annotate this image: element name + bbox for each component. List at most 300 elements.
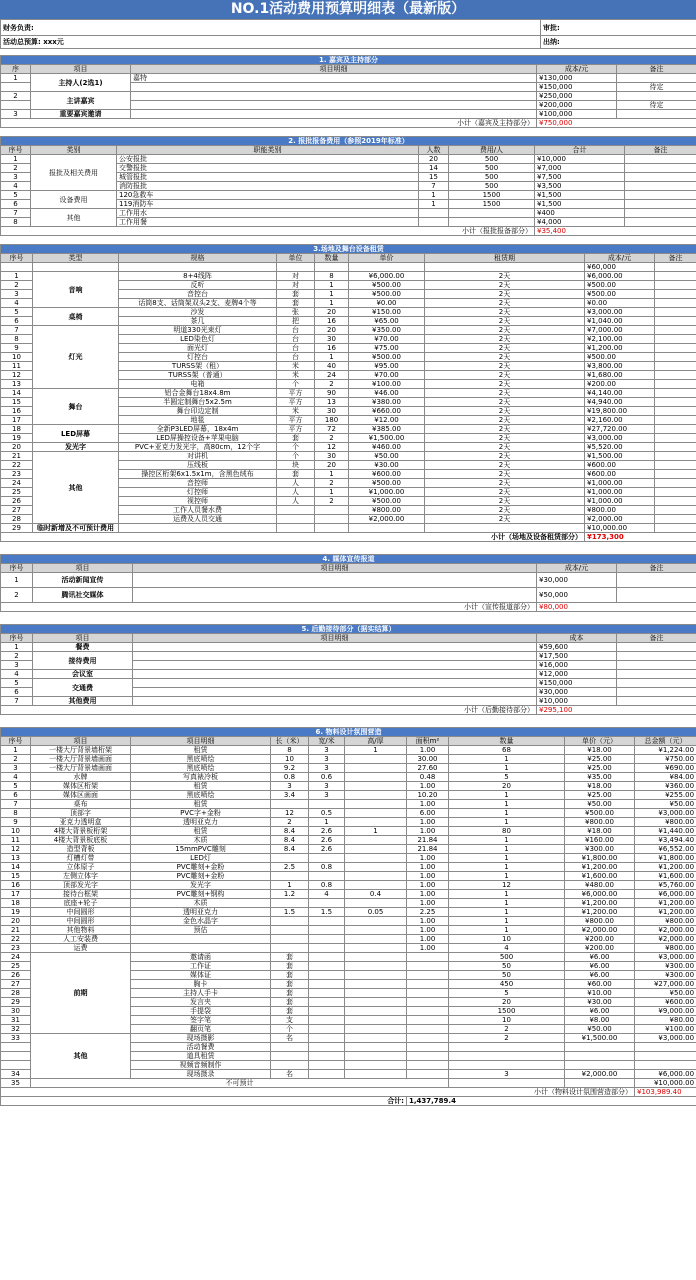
row-width (309, 944, 345, 953)
row-period: 2天 (425, 344, 585, 353)
row-item: 交通费 (33, 679, 133, 697)
row-period: 2天 (425, 380, 585, 389)
row-length: 1 (271, 881, 309, 890)
row-number: 20 (1, 917, 31, 926)
venue-col-4: 数量 (315, 254, 349, 263)
row-number: 3 (1, 661, 33, 670)
row-unit (277, 524, 315, 533)
materials-col-2: 项目明细 (131, 737, 271, 746)
row-detail: 媒体证 (131, 971, 271, 980)
row-width: 3 (309, 755, 345, 764)
row-width: 3 (309, 782, 345, 791)
row-qty: 180 (315, 416, 349, 425)
row-qty: 30 (315, 335, 349, 344)
row-number: 18 (1, 425, 33, 434)
row-qty: 1 (315, 488, 349, 497)
venue-col-0: 序号 (1, 254, 33, 263)
row-item: 120急救车 (117, 191, 419, 200)
row-cost: ¥1,000.00 (585, 497, 655, 506)
row-note (617, 679, 696, 688)
row-price: ¥1,200.00 (565, 863, 635, 872)
row-cost: ¥0.00 (585, 299, 655, 308)
row-area: 1.00 (407, 863, 449, 872)
row-number: 7 (1, 697, 33, 706)
row-note (655, 470, 696, 479)
row-number: 31 (1, 1016, 31, 1025)
row-total: ¥300.00 (635, 971, 696, 980)
row-number: 1 (1, 155, 31, 164)
guests-subtotal-value: ¥750,000 (537, 119, 696, 128)
row-number: 18 (1, 899, 31, 908)
row-fee: 500 (449, 164, 535, 173)
row-length (271, 926, 309, 935)
row-period (425, 263, 585, 272)
row-length (271, 854, 309, 863)
row-total: ¥1,600.00 (635, 872, 696, 881)
row-height (345, 1034, 407, 1043)
permits-col-4: 费用/人 (449, 146, 535, 155)
row-unit: 人 (277, 488, 315, 497)
row-item: 中间圆形 (31, 908, 131, 917)
row-area (407, 1043, 449, 1052)
logistics-col-0: 序号 (1, 634, 33, 643)
row-width: 3 (309, 764, 345, 773)
row-number: 5 (1, 191, 31, 200)
row-length: 8 (271, 746, 309, 755)
row-number: 29 (1, 998, 31, 1007)
row-width (309, 989, 345, 998)
row-cost: ¥30,000 (537, 688, 617, 697)
row-note (625, 173, 696, 182)
row-price: ¥200.00 (565, 944, 635, 953)
row-total: ¥84.00 (635, 773, 696, 782)
row-note (655, 398, 696, 407)
row-unit: 台 (277, 353, 315, 362)
row-unit: 米 (277, 362, 315, 371)
row-number: 7 (1, 326, 33, 335)
row-number: 16 (1, 407, 33, 416)
row-total: ¥3,494.40 (635, 836, 696, 845)
table-row (1, 326, 696, 335)
row-detail: PVC雕刻+金粉 (131, 863, 271, 872)
row-width: 0.5 (309, 809, 345, 818)
row-item: 一楼大厅背景墙桁架 (31, 746, 131, 755)
section-guests (0, 55, 696, 128)
row-area (407, 953, 449, 962)
row-length (271, 899, 309, 908)
row-width (309, 1070, 345, 1079)
row-cost: ¥1,500.00 (585, 452, 655, 461)
row-period: 2天 (425, 434, 585, 443)
row-area: 21.84 (407, 836, 449, 845)
row-number: 6 (1, 317, 33, 326)
row-price: ¥100.00 (349, 380, 425, 389)
row-qty: 12 (315, 443, 349, 452)
row-people: 1 (419, 200, 449, 209)
materials-subtotal-label: 小计（物料设计氛围营造部分） (1, 1088, 635, 1097)
row-note (617, 92, 696, 101)
row-people (419, 209, 449, 218)
row-price (565, 1043, 635, 1052)
row-note (655, 389, 696, 398)
row-width (309, 1061, 345, 1070)
table-row (1, 670, 696, 679)
row-qty: 1 (449, 800, 565, 809)
table-row (1, 308, 696, 317)
media-col-2: 项目明细 (133, 564, 537, 573)
row-price (349, 524, 425, 533)
table-row (1, 836, 696, 845)
table-row (1, 1079, 696, 1088)
row-cost: ¥500.00 (585, 281, 655, 290)
row-qty: 20 (449, 998, 565, 1007)
row-number: 4 (1, 182, 31, 191)
table-row (1, 1034, 696, 1043)
permits-col-2: 职能类别 (117, 146, 419, 155)
row-qty: 500 (449, 953, 565, 962)
row-number: 6 (1, 200, 31, 209)
row-unit: 套 (277, 299, 315, 308)
row-total: ¥27,000.00 (635, 980, 696, 989)
row-item: 消防报批 (117, 182, 419, 191)
venue-subtotal-value: ¥173,300 (585, 533, 696, 542)
row-spec: 茶几 (119, 317, 277, 326)
row-height (345, 872, 407, 881)
row-qty: 20 (315, 308, 349, 317)
row-type: 其他 (33, 452, 119, 524)
permits-col-5: 合计 (535, 146, 625, 155)
row-length (271, 917, 309, 926)
row-price: ¥150.00 (349, 308, 425, 317)
table-row (1, 935, 696, 944)
row-number: 26 (1, 497, 33, 506)
row-period: 2天 (425, 488, 585, 497)
row-area (407, 980, 449, 989)
row-spec: 面光灯 (119, 344, 277, 353)
row-width: 2.6 (309, 836, 345, 845)
row-qty: 1 (449, 863, 565, 872)
row-qty: 1 (449, 755, 565, 764)
row-item: 会议室 (33, 670, 133, 679)
row-height (345, 854, 407, 863)
row-number (1, 1043, 31, 1052)
section-logistics (0, 624, 696, 715)
row-item: 水牌 (31, 773, 131, 782)
row-unit: 张 (277, 308, 315, 317)
row-note (655, 416, 696, 425)
row-detail (131, 101, 537, 110)
row-spec: 音控师 (119, 479, 277, 488)
row-fee: 1500 (449, 191, 535, 200)
row-price: ¥30.00 (349, 461, 425, 470)
table-row (1, 890, 696, 899)
row-spec: 全新P3LED屏幕，18x4m (119, 425, 277, 434)
table-row (1, 773, 696, 782)
row-qty: 20 (449, 782, 565, 791)
row-note (625, 200, 696, 209)
table-row (1, 809, 696, 818)
row-cost: ¥250,000 (537, 92, 617, 101)
row-height (345, 1043, 407, 1052)
row-item: 腾讯社交媒体 (33, 588, 133, 603)
row-height (345, 935, 407, 944)
row-number: 20 (1, 443, 33, 452)
row-detail: 主持人手卡 (131, 989, 271, 998)
row-unit: 台 (277, 344, 315, 353)
row-detail (133, 697, 537, 706)
table-row (1, 452, 696, 461)
row-unit: 套 (277, 470, 315, 479)
row-qty: 1 (315, 281, 349, 290)
row-price: ¥660.00 (349, 407, 425, 416)
row-spec: 反听 (119, 281, 277, 290)
row-number: 29 (1, 524, 33, 533)
row-note (617, 688, 696, 697)
logistics-col-2: 项目明细 (133, 634, 537, 643)
row-height (345, 1016, 407, 1025)
row-width: 0.8 (309, 863, 345, 872)
row-height: 1 (345, 827, 407, 836)
materials-col-3: 长（米） (271, 737, 309, 746)
row-note (625, 191, 696, 200)
row-width: 0.6 (309, 773, 345, 782)
logistics-subtotal-value: ¥295,100 (537, 706, 696, 715)
row-number: 34 (1, 1070, 31, 1079)
row-number: 15 (1, 398, 33, 407)
row-fee: 500 (449, 173, 535, 182)
row-period: 2天 (425, 479, 585, 488)
row-price: ¥800.00 (565, 917, 635, 926)
row-total: ¥1,224.00 (635, 746, 696, 755)
row-width: 0.8 (309, 881, 345, 890)
row-price: ¥6,000.00 (349, 272, 425, 281)
row-unit: 人 (277, 497, 315, 506)
row-height (345, 998, 407, 1007)
row-item: 底座+轮子 (31, 899, 131, 908)
row-width (309, 800, 345, 809)
row-width: 1.5 (309, 908, 345, 917)
table-row (1, 155, 696, 164)
row-price: ¥50.00 (565, 1025, 635, 1034)
row-number: 13 (1, 380, 33, 389)
row-width (309, 872, 345, 881)
row-note (655, 515, 696, 524)
row-total: ¥100.00 (635, 1025, 696, 1034)
row-unit: 米 (277, 371, 315, 380)
row-number: 2 (1, 652, 33, 661)
row-spec: 舞台印边定制 (119, 407, 277, 416)
row-period: 2天 (425, 308, 585, 317)
row-price: ¥70.00 (349, 335, 425, 344)
row-price: ¥1,500.00 (349, 434, 425, 443)
row-width (309, 1043, 345, 1052)
row-note (625, 164, 696, 173)
row-cost: ¥17,500 (537, 652, 617, 661)
row-qty: 2 (315, 434, 349, 443)
table-row (1, 443, 696, 452)
row-number: 7 (1, 800, 31, 809)
row-height (345, 764, 407, 773)
row-width (309, 1025, 345, 1034)
row-type: LED屏幕 (33, 425, 119, 443)
row-height (345, 1025, 407, 1034)
row-total: ¥1,200.00 (635, 908, 696, 917)
row-note (625, 218, 696, 227)
row-length: 支 (271, 1016, 309, 1025)
row-qty: 13 (315, 398, 349, 407)
row-area: 1.00 (407, 854, 449, 863)
row-qty (449, 1061, 565, 1070)
row-number: 14 (1, 863, 31, 872)
row-number: 19 (1, 434, 33, 443)
row-item: 媒体区桁架 (31, 782, 131, 791)
row-height (345, 800, 407, 809)
grand-total-value: 1,437,789.4 (407, 1097, 696, 1106)
table-row (1, 908, 696, 917)
guests-col-3: 成本/元 (537, 65, 617, 74)
row-price: ¥8.00 (565, 1016, 635, 1025)
row-number: 2 (1, 164, 31, 173)
materials-col-6: 面积m² (407, 737, 449, 746)
table-row (1, 881, 696, 890)
total-budget-label: 活动总预算: xxx元 (1, 36, 541, 49)
row-unit: 平方 (277, 416, 315, 425)
row-price: ¥95.00 (349, 362, 425, 371)
row-type: 音响 (33, 272, 119, 308)
row-type: 灯光 (33, 326, 119, 389)
row-detail (131, 944, 271, 953)
row-note (655, 380, 696, 389)
row-total: ¥7,500 (535, 173, 625, 182)
row-detail: 租赁 (131, 746, 271, 755)
row-price (565, 1061, 635, 1070)
row-number: 30 (1, 1007, 31, 1016)
row-detail (133, 573, 537, 588)
row-detail: 不可预计 (31, 1079, 449, 1088)
row-length: 套 (271, 989, 309, 998)
row-height: 0.05 (345, 908, 407, 917)
row-total: ¥9,000.00 (635, 1007, 696, 1016)
row-period: 2天 (425, 407, 585, 416)
row-width (309, 953, 345, 962)
row-number: 8 (1, 809, 31, 818)
row-qty (315, 506, 349, 515)
row-area (407, 1016, 449, 1025)
row-qty: 80 (449, 827, 565, 836)
row-price: ¥6,000.00 (565, 890, 635, 899)
row-price: ¥0.00 (349, 299, 425, 308)
row-length (271, 800, 309, 809)
row-qty: 12 (449, 881, 565, 890)
row-price: ¥500.00 (349, 281, 425, 290)
row-price: ¥6.00 (565, 953, 635, 962)
row-area: 1.00 (407, 926, 449, 935)
row-price: ¥500.00 (349, 290, 425, 299)
row-qty: 2 (449, 1025, 565, 1034)
row-category: 设备费用 (31, 191, 117, 209)
row-qty: 10 (449, 935, 565, 944)
row-detail: 签字笔 (131, 1016, 271, 1025)
guests-col-0: 序 (1, 65, 31, 74)
row-length: 3 (271, 782, 309, 791)
approval-label: 审批: (541, 20, 696, 36)
row-note (655, 272, 696, 281)
row-price: ¥25.00 (565, 755, 635, 764)
row-width (309, 998, 345, 1007)
row-detail: 15mmPVC雕刻 (131, 845, 271, 854)
permits-col-3: 人数 (419, 146, 449, 155)
row-people: 1 (419, 191, 449, 200)
row-number: 9 (1, 344, 33, 353)
row-area (407, 998, 449, 1007)
row-item: 一楼大厅背景墙画面 (31, 764, 131, 773)
row-width (309, 935, 345, 944)
table-row (1, 944, 696, 953)
row-spec: 音控台 (119, 290, 277, 299)
row-unit: 米 (277, 407, 315, 416)
row-item: 灯槽灯带 (31, 854, 131, 863)
row-height (345, 1052, 407, 1061)
row-item: 4楼大背景板桁架 (31, 827, 131, 836)
row-period: 2天 (425, 389, 585, 398)
row-qty: 1 (449, 764, 565, 773)
row-fee: 1500 (449, 200, 535, 209)
row-note (655, 308, 696, 317)
logistics-col-3: 成本 (537, 634, 617, 643)
row-total: ¥690.00 (635, 764, 696, 773)
row-qty: 1 (315, 299, 349, 308)
row-height (345, 971, 407, 980)
row-item: 一楼大厅背景墙画面 (31, 755, 131, 764)
row-total: ¥1,500 (535, 200, 625, 209)
row-total: ¥600.00 (635, 998, 696, 1007)
row-period: 2天 (425, 398, 585, 407)
row-qty (449, 1043, 565, 1052)
row-number: 28 (1, 989, 31, 998)
row-item: 4楼大背景板底板 (31, 836, 131, 845)
row-item: 交警报批 (117, 164, 419, 173)
row-note (655, 497, 696, 506)
guests-col-2: 项目明细 (131, 65, 537, 74)
row-width: 3 (309, 791, 345, 800)
row-item: 119消防车 (117, 200, 419, 209)
row-item: 立体原子 (31, 863, 131, 872)
row-number: 4 (1, 299, 33, 308)
row-detail (133, 670, 537, 679)
row-area (407, 989, 449, 998)
row-period: 2天 (425, 443, 585, 452)
row-note (655, 524, 696, 533)
row-cost: ¥500.00 (585, 290, 655, 299)
row-price: ¥70.00 (349, 371, 425, 380)
row-qty: 2 (449, 1034, 565, 1043)
media-subtotal-label: 小计（宣传报道部分） (1, 603, 537, 612)
row-note (617, 670, 696, 679)
row-note (655, 461, 696, 470)
row-people: 15 (419, 173, 449, 182)
table-row (1, 764, 696, 773)
row-unit (277, 515, 315, 524)
row-note (655, 362, 696, 371)
row-area (407, 1034, 449, 1043)
row-unit: 平方 (277, 398, 315, 407)
row-price: ¥65.00 (349, 317, 425, 326)
row-area: 30.00 (407, 755, 449, 764)
row-cost: ¥30,000 (537, 573, 617, 588)
logistics-col-4: 备注 (617, 634, 696, 643)
row-spec: 电箱 (119, 380, 277, 389)
row-height (345, 1007, 407, 1016)
